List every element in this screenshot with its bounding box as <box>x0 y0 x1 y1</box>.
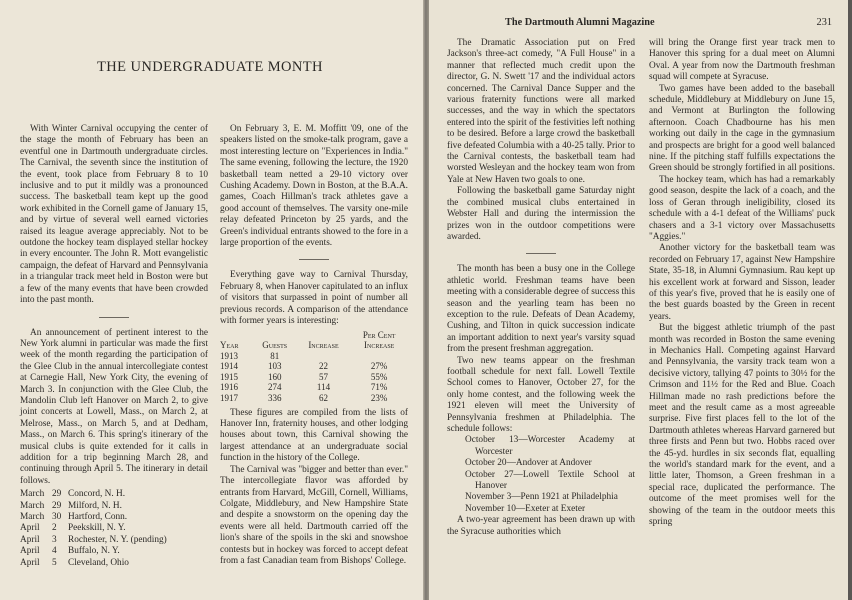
section-divider <box>526 253 556 254</box>
paragraph: Two new teams appear on the freshman football schedule for next fall. Lowell Textile School comes to Hanover, October 27, for the only home contest, and the following week the 1921 eleven will meet the University of Pennsylvania freshmen at Philadelphia. The schedule follows: <box>447 355 635 434</box>
running-head: The Dartmouth Alumni Magazine <box>505 17 655 28</box>
table-row: 1917 336 62 23% <box>220 393 388 404</box>
section-divider <box>299 259 329 260</box>
paragraph: will bring the Orange first year track men to Hanover this spring for a dual meet on Alumni Oval. A year from now the Dartmouth freshman squad will compete at Syracuse. <box>649 38 835 83</box>
paragraph: Everything gave way to Carnival Thursday, February 8, when Hanover capitulated to an influx of visitors that surpassed in point of number all previous records. A comparison of the attendance with former years is interesting: <box>220 270 408 327</box>
table-header-cell: Increase <box>363 340 395 351</box>
list-item: November 3—Penn 1921 at Philadelphia <box>465 492 618 503</box>
football-schedule <box>447 435 635 515</box>
list-item: October 27—Lowell Textile School at Hanover <box>465 469 635 492</box>
paragraph: With Winter Carnival occupying the center of the stage the month of February has been an eventful one in Dartmouth undergraduate circles. The Carnival, the seventh since the institution of the event, took place from February 8 to 10 inclusive and to put it mildly was a pronounced success. The basketball team kept up the good work exhibited in the Cornell game of January 15, and by virtue of several well earned victories raised its league average appreciably. Not to be outdone the hockey team displayed stellar hockey in every encounter. The John R. Mott evangelistic campaign, the defeat of Harvard and Pennsylvania in a triangular track meet held in Boston were but a few of the many events that have been crowded into the past month. <box>20 124 208 306</box>
paragraph: The Carnival was "bigger and better than ever." The intercollegiate flavor was afforded by entrants from Harvard, McGill, Cornell, Williams, Colgate, Middlebury, and New Hampshire State and despite a snowstorm on the opening day the events were all held. Dartmouth carried off the lion's share of the spoils in the ski and snowshoe contests but in hockey was forced to accept defeat from a fast Canadian team from Bishops' College. <box>220 464 408 566</box>
left-column-2 <box>220 124 408 567</box>
paragraph: Another victory for the basketball team was recorded on February 17, against New Hampshire State, 35-18, in Alumni Gymnasium. Rau kept up his excellent work at forward and Sisson, leader of this year's five, proved that he is easily one of the best guards boasted by the Green in recent years. <box>649 243 835 322</box>
paragraph: The Dramatic Association put on Fred Jackson's three-act comedy, "A Full House" in a manner that reflected much credit upon the director, G. N. Swett '17 and the individual actors concerned. The Carnival Dance Supper and the various fraternity functions were all marked successes, and the way in which the spectators entered into the spirit of the festivities left nothing to be desired. Before a large crowd the basketball five defeated Columbia with a 40-25 tally. Prior to the Carnival contests, the basketball team had worsted Wesleyan and the hockey team won from Yale at New Haven two goals to one. <box>447 38 635 185</box>
paragraph: But the biggest athletic triumph of the past month was recorded in Boston the same evening in Mechanics Hall. Competing against Harvard and Pennsylvania, the varsity track team won a decisive victory, tallying 47 points to 30½ for the Crimson and 11½ for the Red and Blue. Coach Hillman made no rash predictions before the meet and the result came as a most agreeable surprise. Five first places fell to the lot of the Dartmouth athletes whereas Harvard garnered but three firsts and Penn but two. Hobbs raced over the 45-yd. hurdles in six seconds flat, equalling the world's standard mark for the event, and a little later, Thomson, a Green freshman in a special race, duplicated the performance. The outcome of the meet promises well for the showing of the team in the outdoor meets this spring <box>649 323 835 528</box>
table-row: 1913 81 <box>220 350 280 361</box>
itinerary-list: March 29 Concord, N. H. March 29 Milford, N. H. March 30 Hartford, Conn. April 2 Peekskill, N. Y. April 3 Rochester, N. Y. (pending) April 4 Buffalo, N. Y. April 5 Cleveland, Ohio <box>20 489 167 568</box>
paragraph: These figures are compiled from the lists of Hanover Inn, fraternity houses, and other lodging houses about town, this Carnival showing the largest attendance at an undergraduate social function in the history of the College. <box>220 407 408 464</box>
left-page <box>0 0 423 600</box>
paragraph: Two games have been added to the baseball schedule, Middlebury at Middlebury on June 15, and Vermont at Burlington the following afternoon. Coach Chadbourne has his men working out daily in the cage in the gymnasium and prospects are bright for a good well balanced nine. If the pitching staff fulfills expectations the Green should be strongly fortified in all positions. <box>649 83 835 174</box>
left-column-1 <box>20 124 208 569</box>
list-item: October 20—Andover at Andover <box>465 458 592 469</box>
page-number: 231 <box>816 17 832 28</box>
table-row: 1914 103 22 27% <box>220 361 388 372</box>
table-row: 1916 274 114 71% <box>220 382 388 393</box>
table-header-cell: Per Cent <box>362 329 396 340</box>
section-divider <box>99 317 129 318</box>
table-row: 1915 160 57 55% <box>220 371 388 382</box>
attendance-table <box>220 330 408 404</box>
paragraph: On February 3, E. M. Moffitt '09, one of the speakers listed on the smoke-talk program, gave a most interesting lecture on "Experiences in India." The same evening, following the lecture, the 1920 basketball team netted a 29-10 victory over Cushing Academy. Down in Boston, at the B.A.A. games, Coach Hillman's track athletes gave a good account of themselves. The varsity one-mile relay defeated Princeton by 25 yards, and the Green's individual entrants showed to the fore in a large proportion of the events. <box>220 124 408 249</box>
article-title: THE UNDERGRADUATE MONTH <box>97 59 323 75</box>
table-header-cell: Guests <box>262 340 288 351</box>
paragraph: An announcement of pertinent interest to the New York alumni in particular was made the first week of the month regarding the participation of the Glee Club in the annual intercollegiate contest at Carnegie Hall, New York City, the evening of March 3. In conjunction with the Glee Club, the Mandolin Club left Hanover on March 2, to give joint concerts at Lowell, Mass., on March 2, at Melrose, Mass., on March 5, and at Dedham, Mass., on March 6. This spring's itinerary of the musical clubs is quite extended for it calls in addition for a trip beginning March 28, and continuing through April 5. The itinerary in detail follows. <box>20 327 208 486</box>
right-column-2 <box>649 38 835 528</box>
paragraph: The month has been a busy one in the College athletic world. Freshman teams have been meeting with a considerable degree of success this season and the yearling team has been no exception to the rule. Defeats of Dean Academy, Cushing, and Tilton in quick succession indicate an important addition to next year's varsity squad from the present freshman aggregation. <box>447 264 635 355</box>
paragraph: A two-year agreement has been drawn up with the Syracuse authorities which <box>447 515 635 537</box>
right-column-1 <box>447 38 635 538</box>
table-header-cell: Year <box>220 340 239 351</box>
list-item: November 10—Exeter at Exeter <box>465 503 586 514</box>
paragraph: Following the basketball game Saturday night the combined musical clubs entertained in Webster Hall and during the intermission the prizes won in the outdoor competitions were awarded. <box>447 186 635 242</box>
list-item: October 13—Worcester Academy at Worcester <box>465 435 635 457</box>
paragraph: The hockey team, which has had a remarkably good season, despite the lack of a coach, and the loss of Geran through ineligibility, closed its schedule with a 4-1 defeat of the Williams' puck chasers and a 3-1 victory over Massachusetts "Aggies." <box>649 174 835 242</box>
right-page <box>429 0 848 600</box>
table-header-cell: Increase <box>308 340 339 351</box>
